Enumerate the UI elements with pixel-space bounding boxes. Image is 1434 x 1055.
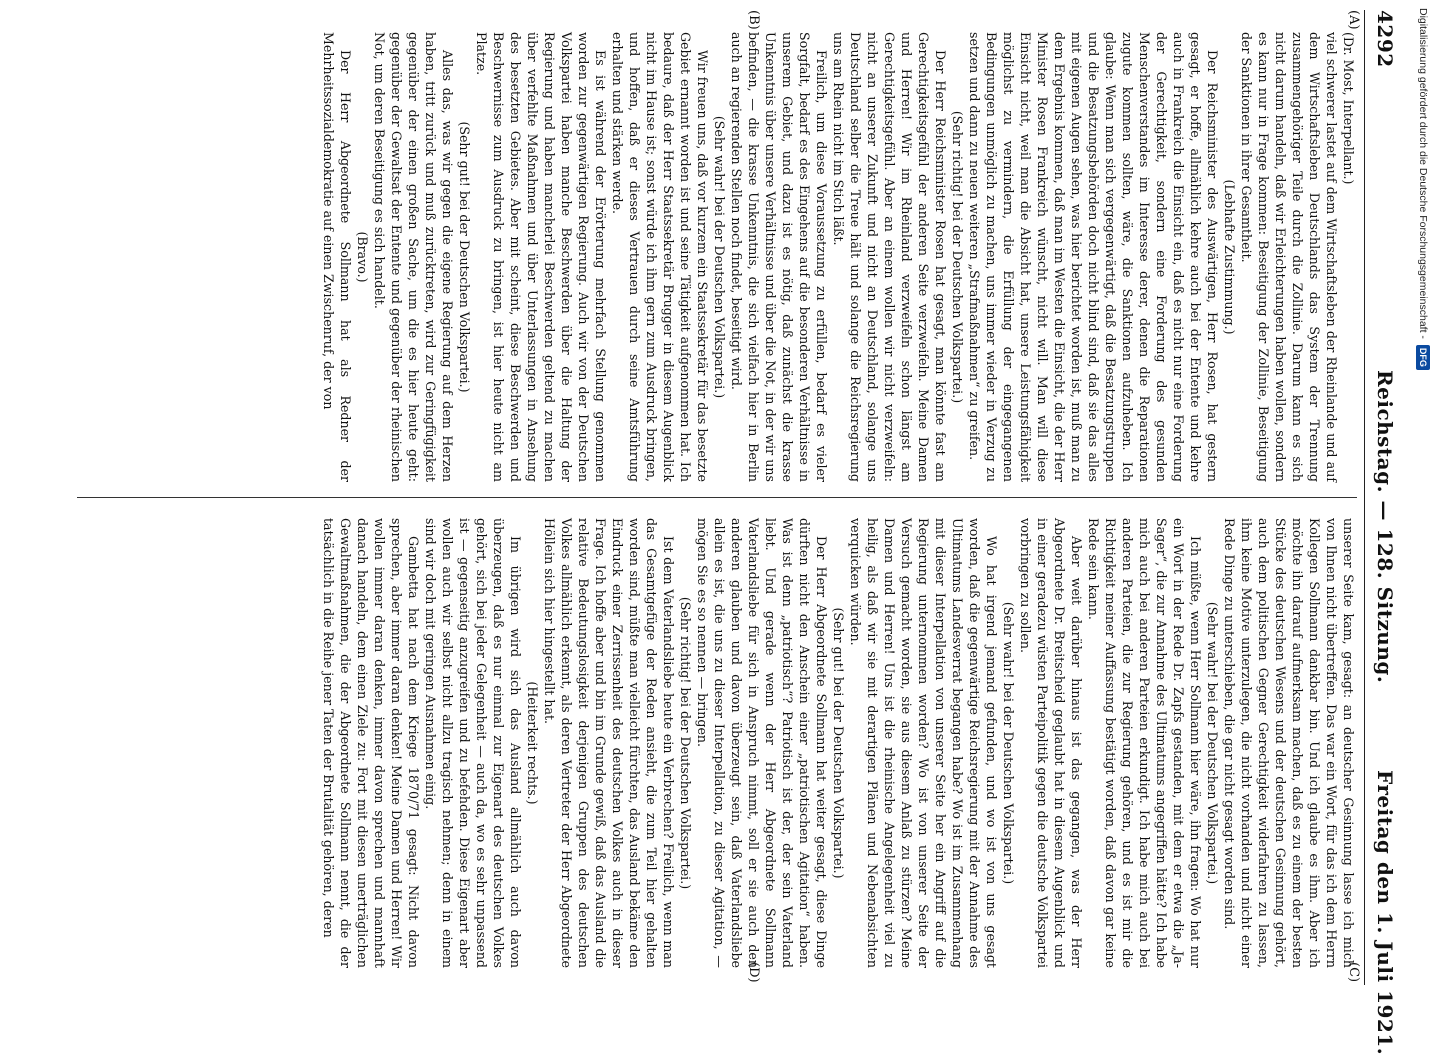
paragraph: Freilich, um diese Voraussetzung zu erfüllen, bedarf es vieler Sorgfalt, bedarf es des Eingehens auf die besonderen Verhältnisse in unserem Gebiet, und dazu ist es nötig, daß zunächst die krasse Unkenntnis über unsere Verhältnisse und über die Not, in der wir uns befinden, — die krasse Unkenntnis, die sich vielfach hier in Berlin auch an regierenden Stellen noch findet, beseitigt wird.	[729, 32, 829, 482]
paragraph: (Dr. Most, Interpellant.)	[1341, 32, 1356, 185]
paragraph: Der Herr Abgeordnete Sollmann hat weiter gesagt, diese Dinge dürften nicht den Anschein einer „patriotischen Agitation“ haben. Was ist denn „patriotisch“? Patriotisch ist der, der sein Vaterland liebt. Und gerade wenn der Herr Abgeordnete Sollmann Vaterlandsliebe für sich in Anspruch nimmt, soll er sie auch den anderen glauben und davon überzeugt sein, daß Vaterlandsliebe allein es ist, die uns zu dieser Interpellation, zu dieser Agitation, — mögen Sie es so nennen — bringen.	[695, 518, 829, 968]
paragraph: Der Herr Abgeordnete Sollmann hat als Redner der Mehrheitssozialdemokratie auf einen Zwischenruf, der von	[321, 32, 353, 482]
paragraph: Aber weit darüber hinaus ist das gegangen, was der Herr Abgeordnete Dr. Breitscheid geglaubt hat in diesem Augenblick und in einer geradezu wüsten Parteipolitik gegen die deutsche Volkspartei vorbringen zu sollen.	[1018, 518, 1084, 968]
paragraph: Ist dem Vaterlandsliebe heute ein Verbrechen? Freilich, wenn man das Gesamtgefüge der Reden ansieht, die zum Teil hier gehalten worden sind, müßte man vielleicht fürchten, das Ausland bekäme den Eindruck einer Zerrissenheit des deutschen Volkes auch in dieser Frage. Ich hoffe aber und bin im Grunde gewiß, daß das Ausland die relative Bedeutungslosigkeit derjenigen Gruppen des deutschen Volkes allmählich erkennt, als deren Vertreter der Herr Abgeordnete Höllein sich hier hingestellt hat.	[542, 518, 676, 968]
credit-text: Digitalisierung gefördert durch die Deutsche Forschungsgemeinschaft -	[1417, 8, 1429, 339]
paragraph: Im übrigen wird sich das Ausland allmählich auch davon überzeugen, daß es nur einmal zur Eigenart des deutschen Volkes gehört, sich bei jeder Gelegenheit — auch da, wo es sehr unpassend ist — gegenseitig anzugreifen und zu befehden. Diese Eigenart aber wollen auch wir selbst nicht allzu tragisch nehmen; denn in einem sind wir doch mit geringen Ausnahmen einig.	[423, 518, 523, 968]
interjection: (Sehr gut! bei der Deutschen Volkspartei.)	[457, 121, 472, 393]
dfg-logo: DFG	[1416, 345, 1430, 370]
interjection: (Sehr richtig! bei der Deutschen Volkspartei.)	[678, 596, 693, 890]
paragraph: Es ist während der Erörterung mehrfach Stellung genommen worden zur gegenwärtigen Regierung. Auch wir von der Deutschen Volkspartei haben manche Beschwerden über die Haltung der Regierung und haben mancherlei Beschwerden geltend zu machen über verfehlte Maßnahmen und über Unterlassungen in Ansehung des besetzten Gebietes. Aber mit scheint, diese Beschwerden und Beschwernisse zum Ausdruck zu bringen, ist hier heute nicht am Platze.	[474, 32, 608, 482]
interjection: (Bravo.)	[355, 231, 370, 283]
paragraph: Gambetta hat nach dem Kriege 1870/71 gesagt: Nicht davon sprechen, aber immer daran denken! Meine Damen und Herren! Wir wollen immer daran denken, immer davon sprechen und mannhaft danach handeln, dem einen Ziele zu: Fort mit diesen unerträglichen Gewaltmaßnahmen, die der Abgeordnete Sollmann nennt, die der tatsächlich in die Reihe jener Taten der Brutalität gehören, deren	[321, 518, 421, 968]
paragraph: Wir freuen uns, daß vor kurzem ein Staatssekretär für das besetzte Gebiet ernannt worden ist und seine Tätigkeit aufgenommen hat. Ich bedaure, daß der Herr Staatssekretär Brugger in diesem Augenblick nicht im Hause ist; sonst würde ich ihm gern zum Ausdruck bringen, und hoffen, daß er dieses Vertrauen durch seine Amtsführung erhalten und stärken werde.	[610, 32, 710, 482]
paragraph: viel schwerer lastet auf dem Wirtschaftsleben der Rheinlande und auf dem Wirtschaftsleben Deutschlands das System der Trennung zusammengehöriger Teile durch die Zollinie. Darum kann es sich nicht darum handeln, daß wir Erleichterungen haben wollen, sondern es kann nur in Frage kommen: Beseitigung der Zollinie, Beseitigung der Sanktionen in ihrer Gesamtheit.	[1239, 32, 1339, 482]
column-divider	[77, 497, 1357, 498]
credit-strip	[1412, 8, 1434, 988]
margin-mark-c: (C)	[1346, 962, 1361, 983]
rotated-content	[56, 10, 1401, 1055]
paragraph: Ich müßte, wenn Herr Sollmann hier wäre, ihn fragen: Wo hat nur ein Wort in der Rede Dr. Zapfs gestanden, mit dem er etwa die „Ja-Sager“, die zur Annahme des Ultimatums angegriffen hätte? Ich habe mich auch bei anderen Parteien erkundigt. Ich habe mich auch bei anderen Parteien, die zur Regierung gehören, und es ist mir die Richtigkeit meiner Auffassung bestätigt worden, daß davon gar keine Rede sein kann.	[1086, 518, 1203, 968]
paragraph: Der Reichsminister des Auswärtigen, Herr Rosen, hat gestern gesagt, er hoffe, allmählich kehre auch bei der Entente und kehre auch in Frankreich die Einsicht ein, daß es nicht nur eine Forderung der Gerechtigkeit, sondern eine Forderung des gesunden Menschenverstandes im Interesse derer, denen die Reparationen zugute kommen sollten, wäre, die Sanktionen aufzuheben. Ich glaube: Wenn man sich vergegenwärtigt, daß die Besatzungstruppen und die Besatzungsbehörden doch nicht blind sind, daß sie das alles mit eigenen Augen sehen, was hier berichtet worden ist, muß man zu dem Ergebnis kommen, daß man im Westen die Einsicht, die der Herr Minister Rosen Frankreich wünscht, nicht will. Man will diese Einsicht nicht, weil man die Absicht hat, unsere Leistungsfähigkeit möglichst zu vermindern, die Erfüllung der eingegangenen Bedingungen unmöglich zu machen, uns immer wieder in Verzug zu setzen und dann zu neuen weiteren „Strafmaßnahmen“ zu greifen.	[967, 32, 1220, 482]
margin-mark-d: (D)	[746, 962, 761, 983]
paragraph: Wo hat irgend jemand gefunden, und wo ist von uns gesagt worden, daß die gegenwärtige Reichsregierung mit der Annahme des Ultimatums Landesverrat begangen habe? Wo ist im Zusammenhang mit dieser Interpellation von unserer Seite her ein Angriff auf die Regierung unternommen worden? Wo ist von unserer Seite der Versuch gemacht worden, sie aus diesem Anlaß zu stürzen? Meine Damen und Herren! Uns ist die rheinische Angelegenheit viel zu heilig, als daß wir sie mit derartigen Plänen und Nebenabsichten verquicken würden.	[848, 518, 999, 968]
left-column	[320, 32, 1357, 482]
margin-mark-a: (A)	[1346, 10, 1361, 30]
session-title: Reichstag. — 128. Sitzung.	[1373, 370, 1397, 684]
paragraph: Der Herr Reichsminister Rosen hat gesagt, man könnte fast am Gerechtigkeitsgefühl der anderen Seite verzweifeln. Meine Damen und Herren! Wir im Rheinland verzweifeln schon längst am Gerechtigkeitsgefühl. Aber an einem wollen wir nicht verzweifeln: nicht an unserer Zukunft und nicht an Deutschland, solange uns Deutschland selber die Treue hält und solange die Reichsregierung uns am Rhein nicht im Stich läßt.	[831, 32, 948, 482]
interjection: (Heiterkeit rechts.)	[525, 681, 540, 805]
credit-line	[1412, 8, 1434, 988]
session-date: Freitag den 1. Juli 1921.	[1373, 770, 1397, 1055]
page-number: 4292	[1373, 10, 1397, 68]
margin-mark-b: (B)	[746, 10, 761, 30]
page-header	[1367, 10, 1401, 1055]
interjection: (Sehr richtig! bei der Deutschen Volkspartei.)	[950, 110, 965, 404]
paragraph: Alles das, was wir gegen die eigene Regierung auf dem Herzen haben, tritt zurück und muß zurücktreten, wird zur Geringfügigkeit gegenüber der einen großen Sache, um die es hier heute geht: gegenüber der Gewaltsat der Entente und gegenüber der rheinischen Not, um deren Beseitigung es sich handelt.	[372, 32, 455, 482]
header-rule	[1364, 10, 1365, 985]
right-column	[320, 518, 1357, 968]
interjection: (Sehr wahr! bei der Deutschen Volkspartei.)	[1205, 601, 1220, 885]
interjection: (Lebhafte Zustimmung.)	[1222, 179, 1237, 335]
paragraph: unserer Seite kam, gesagt: an deutscher Gesinnung lasse ich mich von Ihnen nicht übertreffen. Das war ein Wort, für das ich dem Herrn Kollegen Sollmann dankbar bin. Und ich glaube es ihm. Aber ich möchte ihn darauf aufmerksam machen, daß es zu einem der besten Stücke des deutschen Wesens und der deutschen Gesinnung gehört, auch dem politischen Gegner Gerechtigkeit widerfahren zu lassen, ihm keine Motive unterzulegen, die nicht vorhanden und nicht einer Rede Dinge zu unterschieben, die gar nicht gesagt worden sind.	[1222, 518, 1356, 968]
interjection: (Sehr gut! bei der Deutschen Volkspartei.)	[831, 607, 846, 879]
interjection: (Sehr wahr! bei der Deutschen Volkspartei.)	[1001, 601, 1016, 885]
interjection: (Sehr wahr! bei der Deutschen Volkspartei.)	[712, 115, 727, 399]
